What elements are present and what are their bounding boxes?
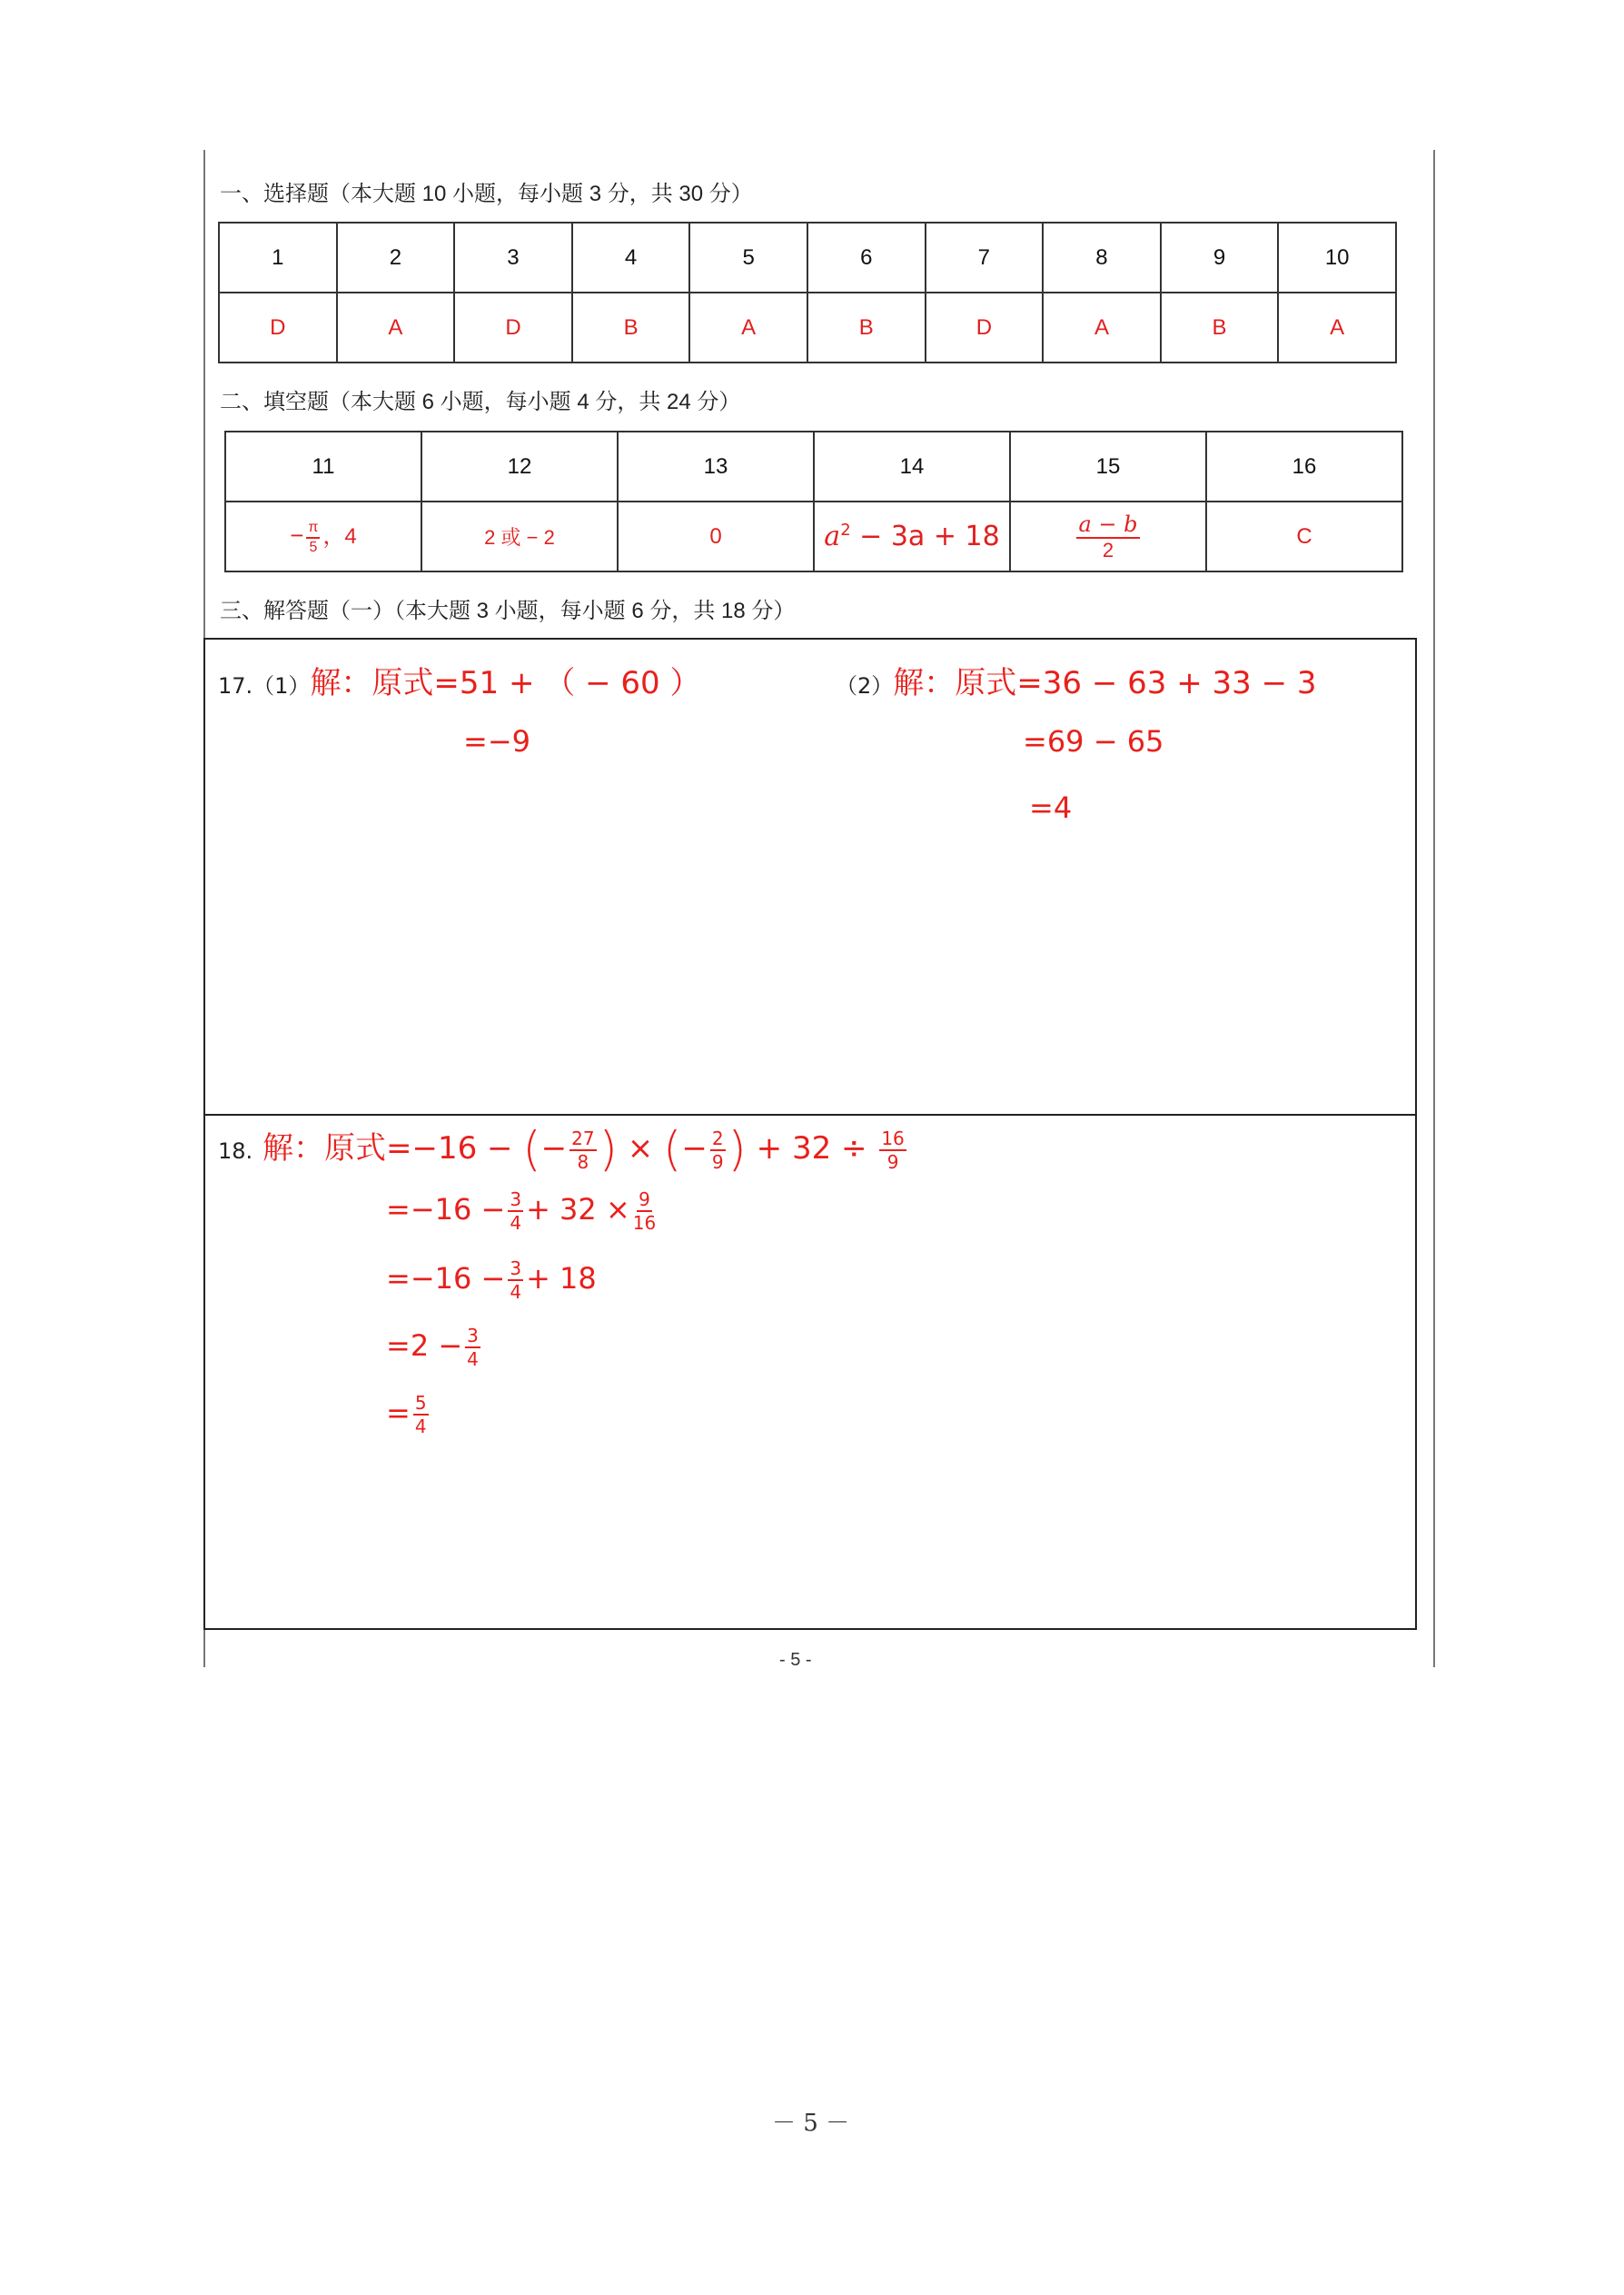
answer-cell: A (337, 293, 455, 363)
question-number-cell: 11 (225, 432, 421, 502)
answer-11: − $\frac{\pi}{5}$ ，4 (225, 502, 421, 571)
fraction: $\frac{9}{16}$ (632, 1188, 657, 1234)
section3-heading: 三、解答题（一）（本大题 3 小题，每小题 6 分，共 18 分） (220, 599, 796, 623)
answer-cell: A (1043, 293, 1161, 363)
fraction: $\frac{a - b}{2}$ (1078, 511, 1138, 561)
fraction: $\frac{5}{4}$ (414, 1392, 427, 1437)
answer-cell: D (219, 293, 337, 363)
question-number-row (225, 432, 1402, 502)
q18-line5: = $\frac{5}{4}$ (386, 1392, 427, 1437)
q17-part1-line1: 17.（1）解：原式=51 + （ − 60 ） (218, 665, 701, 701)
question-number-cell: 14 (814, 432, 1010, 502)
q17-part1-line2: =−9 (463, 724, 530, 759)
q17-answer-box (203, 638, 1417, 1116)
fraction: $\frac{2}{9}$ (711, 1127, 724, 1173)
question-number-cell: 12 (421, 432, 618, 502)
question-number-cell: 10 (1278, 223, 1396, 293)
outer-page-number: － 5 － (772, 2110, 850, 2137)
fraction: $\frac{27}{8}$ (571, 1127, 595, 1173)
section2-heading: 二、填空题（本大题 6 小题，每小题 4 分，共 24 分） (220, 390, 741, 414)
fraction: $\frac{3}{4}$ (467, 1325, 479, 1370)
answer-13: 0 (618, 502, 814, 571)
question-number-cell: 4 (572, 223, 690, 293)
fraction: $\frac{3}{4}$ (510, 1188, 522, 1234)
q18-line3: =−16 − $\frac{3}{4}$ + 18 (386, 1257, 597, 1303)
question-number-cell: 6 (807, 223, 926, 293)
question-number-row (219, 223, 1396, 293)
fraction: $\frac{\pi}{5}$ (308, 519, 319, 555)
q18-line2: =−16 − $\frac{3}{4}$ + 32 × $\frac{9}{16}$ (386, 1188, 657, 1234)
q18-line1: 18. 解：原式=−16 − (− $\frac{27}{8}$ ) × (− $\frac{2}{9}$ ) + 32 ÷ $\frac{16}{9}$ (218, 1122, 905, 1177)
answer-cell: A (1278, 293, 1396, 363)
question-number-cell: 16 (1206, 432, 1402, 502)
answer-cell: B (807, 293, 926, 363)
question-number-cell: 2 (337, 223, 455, 293)
answer-cell: B (572, 293, 690, 363)
question-number-cell: 5 (689, 223, 807, 293)
answer-row (219, 293, 1396, 363)
fraction: $\frac{3}{4}$ (510, 1257, 522, 1303)
q17-part2-line1: （2）解：原式=36 − 63 + 33 − 3 (836, 665, 1317, 701)
answer-cell: B (1161, 293, 1279, 363)
question-number-cell: 3 (454, 223, 572, 293)
answer-cell: A (689, 293, 807, 363)
fill-in-table (224, 431, 1403, 572)
question-number-cell: 15 (1010, 432, 1206, 502)
answer-16: C (1206, 502, 1402, 571)
inner-page-number: - 5 - (779, 1650, 812, 1670)
question-number-cell: 7 (926, 223, 1044, 293)
multiple-choice-table (218, 222, 1397, 363)
question-number-cell: 9 (1161, 223, 1279, 293)
question-number-cell: 1 (219, 223, 337, 293)
section1-heading: 一、选择题（本大题 10 小题，每小题 3 分，共 30 分） (220, 182, 753, 206)
page-right-border (1433, 150, 1435, 1667)
answer-cell: D (926, 293, 1044, 363)
answer-15 (1010, 502, 1206, 571)
answer-row (225, 502, 1402, 571)
answer-14: $a^2 - 3a + 18$ (814, 502, 1010, 571)
question-number-cell: 13 (618, 432, 814, 502)
q17-part2-line2: =69 − 65 (1023, 724, 1164, 759)
answer-cell: D (454, 293, 572, 363)
question-number-cell: 8 (1043, 223, 1161, 293)
q17-part2-line3: =4 (1029, 790, 1073, 825)
fraction: $\frac{16}{9}$ (881, 1127, 905, 1173)
answer-12: 2 或 − 2 (421, 502, 618, 571)
q18-line4: =2 − $\frac{3}{4}$ (386, 1325, 479, 1370)
